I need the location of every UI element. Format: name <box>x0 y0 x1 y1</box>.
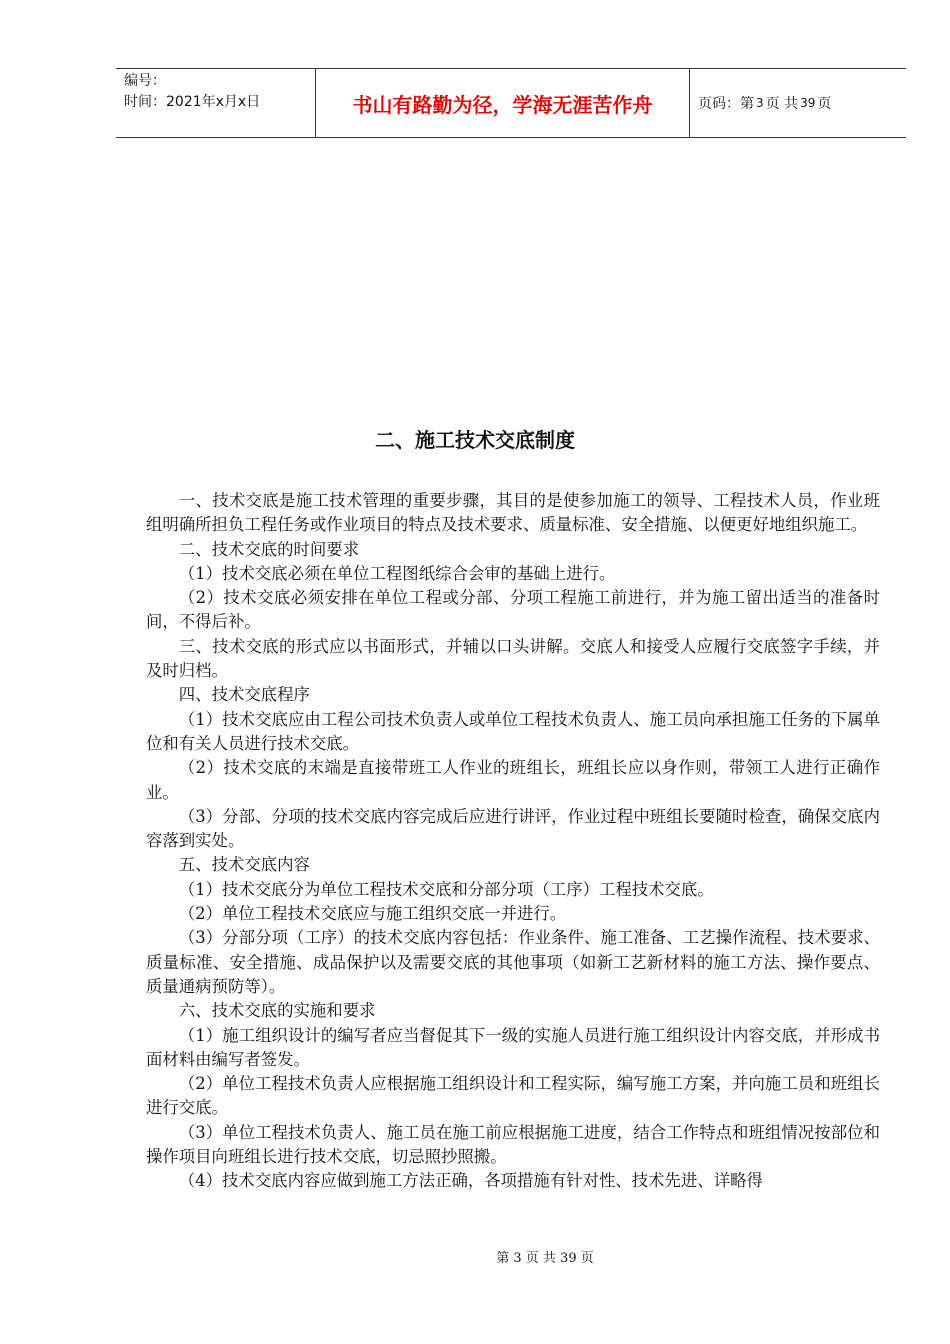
page-suffix: 页 <box>817 96 832 112</box>
page-footer: 第 3 页 共 39 页 <box>496 1251 594 1266</box>
paragraph: （1）技术交底应由工程公司技术负责人或单位工程技术负责人、施工员向承担施工任务的下属单位和有关人员进行技术交底。 <box>146 709 880 753</box>
paragraph: （2）技术交底的末端是直接带班工人作业的班组长，班组长应以身作则，带领工人进行正确作业。 <box>146 758 880 802</box>
paragraph: 一、技术交底是施工技术管理的重要步骤，其目的是使参加施工的领导、工程技术人员，作业班组明确所担负工程任务或作业项目的特点及技术要求、质量标准、安全措施、以便更好地组织施工。 <box>146 491 880 535</box>
paragraph: （1）技术交底分为单位工程技术交底和分部分项（工序）工程技术交底。 <box>178 879 714 899</box>
page-mid: 页 共 <box>765 96 799 112</box>
paragraph: （3）单位工程技术负责人、施工员在施工前应根据施工进度，结合工作特点和班组情况按部位和操作项目向班组长进行技术交底，切忌照抄照搬。 <box>146 1122 880 1167</box>
paragraph: 四、技术交底程序 <box>178 685 310 705</box>
paragraph: （3）分部、分项的技术交底内容完成后应进行讲评，作业过程中班组长要随时检查，确保交底内容落到实处。 <box>146 806 880 851</box>
body-text <box>146 489 880 1194</box>
paragraph: （3）分部分项（工序）的技术交底内容包括：作业条件、施工准备、工艺操作流程、技术要求、质量标准、安全措施、成品保护以及需要交底的其他事项（如新工艺新材料的施工方法、操作要点、质量通病预防等）。 <box>146 928 880 996</box>
paragraph: 二、技术交底的时间要求 <box>178 539 360 559</box>
header-page-info <box>690 69 906 137</box>
paragraph: （4）技术交底内容应做到施工方法正确，各项措施有针对性、技术先进、详略得 <box>178 1171 763 1191</box>
paragraph: （2）单位工程技术负责人应根据施工组织设计和工程实际，编写施工方案，并向施工员和班组长进行交底。 <box>146 1074 880 1118</box>
page-total: 39 <box>800 96 816 110</box>
header-motto: 书山有路勤为径，学海无涯苦作舟 <box>316 69 690 137</box>
header-meta <box>116 69 316 137</box>
paragraph: （1）施工组织设计的编写者应当督促其下一级的实施人员进行施工组织设计内容交底，并形成书面材料由编写者签发。 <box>146 1025 880 1069</box>
paragraph: （2）技术交底必须安排在单位工程或分部、分项工程施工前进行，并为施工留出适当的准备时间，不得后补。 <box>146 588 880 632</box>
document-header <box>116 68 906 138</box>
paragraph: 五、技术交底内容 <box>178 855 310 875</box>
section-title: 二、施工技术交底制度 <box>375 428 575 452</box>
paragraph: （2）单位工程技术交底应与施工组织交底一并进行。 <box>178 904 567 924</box>
code-label: 编号： <box>124 73 166 89</box>
paragraph: 三、技术交底的形式应以书面形式，并辅以口头讲解。交底人和接受人应履行交底签字手续，并及时归档。 <box>146 636 880 681</box>
time-label: 时间：2021年x月x日 <box>124 94 261 110</box>
page-current: 3 <box>756 96 764 110</box>
page-prefix: 页码：第 <box>698 96 754 112</box>
paragraph: （1）技术交底必须在单位工程图纸综合会审的基础上进行。 <box>178 563 616 583</box>
paragraph: 六、技术交底的实施和要求 <box>178 1001 376 1021</box>
